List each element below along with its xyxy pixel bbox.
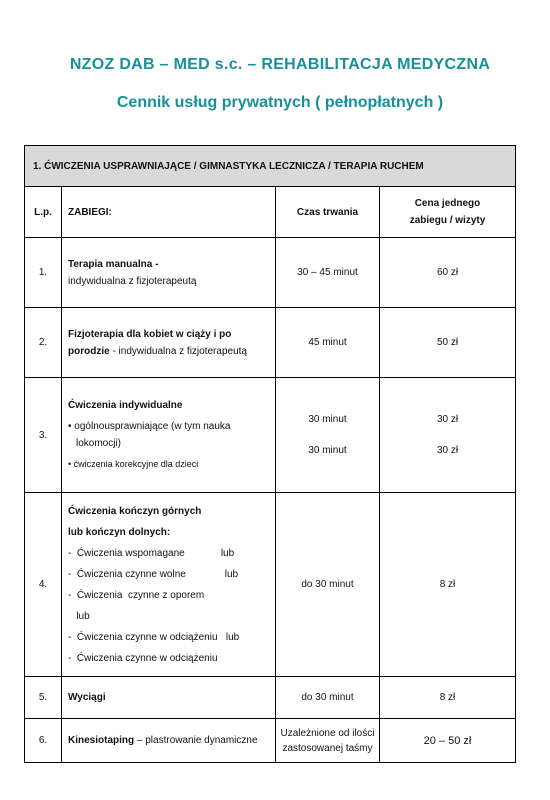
col-header-lp: L.p. bbox=[25, 187, 62, 238]
row-cena: 60 zł bbox=[380, 238, 516, 308]
row-name bbox=[62, 308, 276, 378]
row-czas-line: zastosowanej taśmy bbox=[282, 742, 373, 754]
row-czas: do 30 minut bbox=[276, 677, 380, 719]
col-header-cena-line1: Cena jednego bbox=[414, 198, 481, 209]
row-item: - Ćwiczenia czynne wolne lub bbox=[68, 568, 239, 580]
table-row bbox=[25, 493, 516, 677]
row-czas-value: 30 minut bbox=[308, 414, 347, 425]
bullet-icon: • bbox=[68, 421, 72, 432]
row-item: - Ćwiczenia wspomagane lub bbox=[68, 547, 235, 559]
row-name bbox=[62, 719, 276, 763]
col-header-czas: Czas trwania bbox=[276, 187, 380, 238]
row-name bbox=[62, 238, 276, 308]
col-header-zabiegi: ZABIEGI: bbox=[62, 187, 276, 238]
price-table bbox=[24, 145, 516, 763]
row-czas: 45 minut bbox=[276, 308, 380, 378]
row-cena: 8 zł bbox=[380, 493, 516, 677]
row-name-rest: - indywidualna z fizjoterapeutą bbox=[109, 345, 247, 357]
row-name bbox=[62, 493, 276, 677]
row-cena: 50 zł bbox=[380, 308, 516, 378]
row-item: - Ćwiczenia czynne z oporem bbox=[68, 589, 205, 601]
row-czas bbox=[276, 378, 380, 493]
row-item: ogólnousprawniające (w tym nauka bbox=[74, 421, 231, 432]
row-lp: 2. bbox=[25, 308, 62, 378]
row-item: ćwiczenia korekcyjne dla dzieci bbox=[73, 459, 199, 469]
table-row bbox=[25, 677, 516, 719]
table-header-row bbox=[25, 187, 516, 238]
row-czas-line: Uzależnione od ilości bbox=[280, 727, 375, 739]
table-row bbox=[25, 378, 516, 493]
page-subtitle: Cennik usług prywatnych ( pełnopłatnych ) bbox=[116, 94, 444, 111]
section-title: 1. ĆWICZENIA USPRAWNIAJĄCE / GIMNASTYKA LECZNICZA / TERAPIA RUCHEM bbox=[25, 146, 516, 187]
col-header-cena bbox=[380, 187, 516, 238]
row-lp: 5. bbox=[25, 677, 62, 719]
row-name-bold: lub kończyn dolnych: bbox=[68, 526, 171, 538]
row-cena bbox=[380, 378, 516, 493]
table-row bbox=[25, 308, 516, 378]
row-cena-value: 30 zł bbox=[436, 414, 459, 425]
row-name-bold: Ćwiczenia kończyn górnych bbox=[68, 505, 202, 517]
row-name-bold: Fizjoterapia dla kobiet w ciąży i po bbox=[68, 328, 232, 340]
row-lp: 6. bbox=[25, 719, 62, 763]
row-name-bold: porodzie bbox=[68, 345, 110, 357]
row-czas: 30 – 45 minut bbox=[276, 238, 380, 308]
row-name: Wyciągi bbox=[62, 677, 276, 719]
col-header-cena-line2: zabiegu / wizyty bbox=[409, 215, 486, 226]
row-lp: 4. bbox=[25, 493, 62, 677]
page-title: NZOZ DAB – MED s.c. – REHABILITACJA MEDYCZNA bbox=[69, 56, 491, 73]
row-czas bbox=[276, 719, 380, 763]
row-czas: do 30 minut bbox=[276, 493, 380, 677]
row-cena-value: 30 zł bbox=[436, 445, 459, 456]
row-lp: 1. bbox=[25, 238, 62, 308]
row-cena: 20 – 50 zł bbox=[380, 719, 516, 763]
row-name-rest: – plastrowanie dynamiczne bbox=[134, 735, 258, 746]
table-row bbox=[25, 238, 516, 308]
bullet-icon: • bbox=[68, 459, 72, 469]
row-name-bold: Ćwiczenia indywidualne bbox=[68, 400, 183, 411]
row-item: - Ćwiczenia czynne w odciążeniu lub bbox=[68, 631, 240, 643]
row-item: lokomocji) bbox=[76, 438, 122, 449]
row-name-rest: indywidualna z fizjoterapeutą bbox=[68, 275, 197, 287]
table-row bbox=[25, 719, 516, 763]
row-czas-value: 30 minut bbox=[308, 445, 347, 456]
row-name bbox=[62, 378, 276, 493]
row-lp: 3. bbox=[25, 378, 62, 493]
row-item: - Ćwiczenia czynne w odciążeniu bbox=[68, 652, 218, 664]
row-name-bold: Terapia manualna - bbox=[68, 258, 159, 270]
row-cena: 8 zł bbox=[380, 677, 516, 719]
row-item: lub bbox=[68, 610, 90, 622]
section-header-row bbox=[25, 146, 516, 187]
row-name-bold: Kinesiotaping bbox=[68, 735, 135, 746]
